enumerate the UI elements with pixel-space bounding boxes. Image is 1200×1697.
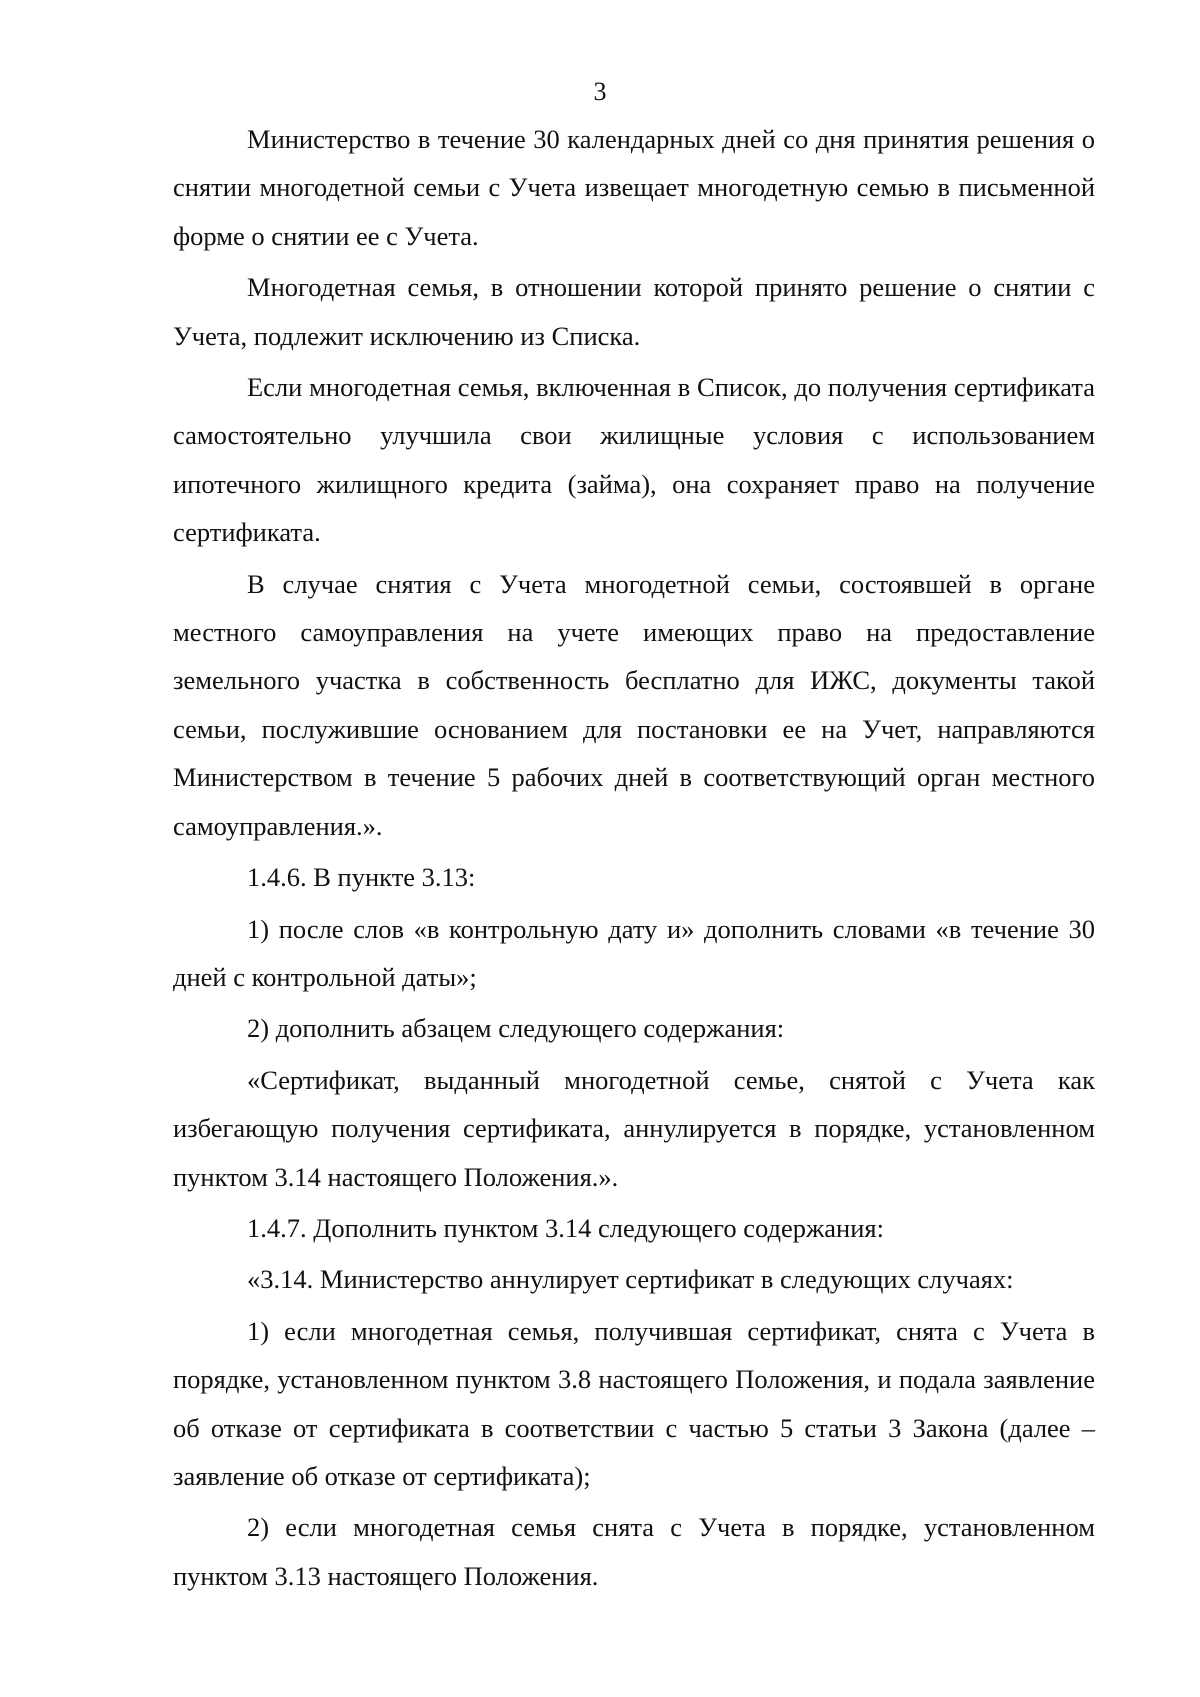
paragraph: 1.4.7. Дополнить пунктом 3.14 следующего содержания: <box>247 1212 884 1243</box>
paragraph: 1) после слов «в контрольную дату и» дополнить словами «в течение 30 дней с контрольной даты»; <box>173 913 1095 992</box>
document-body <box>173 115 1095 1600</box>
paragraph: 2) если многодетная семья снята с Учета в порядке, установленном пунктом 3.13 настоящего Положения. <box>173 1512 1095 1591</box>
paragraph: 1.4.6. В пункте 3.13: <box>247 862 476 893</box>
paragraph: В случае снятия с Учета многодетной семьи, состоявшей в органе местного самоуправления на учете имеющих право на предоставление земельного участка в собственность бесплатно для ИЖС, документы такой семьи, послужившие основанием для постановки ее на Учет, направляются Министерством в течение 5 рабочих дней в соответствующий орган местного самоуправления.». <box>173 568 1095 841</box>
paragraph: 1) если многодетная семья, получившая сертификат, снята с Учета в порядке, установленном пунктом 3.8 настоящего Положения, и подала заявление об отказе от сертификата в соответствии с частью 5 статьи 3 Закона (далее – заявление об отказе от сертификата); <box>173 1315 1095 1491</box>
paragraph: Если многодетная семья, включенная в Список, до получения сертификата самостоятельно улучшила свои жилищные условия с использованием ипотечного жилищного кредита (займа), она сохраняет право на получение сертификата. <box>173 372 1095 548</box>
paragraph: Многодетная семья, в отношении которой принято решение о снятии с Учета, подлежит исключению из Списка. <box>173 272 1095 351</box>
paragraph: «Сертификат, выданный многодетной семье, снятой с Учета как избегающую получения сертификата, аннулируется в порядке, установленном пунктом 3.14 настоящего Положения.». <box>173 1064 1095 1192</box>
paragraph: «3.14. Министерство аннулирует сертификат в следующих случаях: <box>247 1264 1014 1295</box>
page-number: 3 <box>593 77 607 106</box>
paragraph: Министерство в течение 30 календарных дней со дня принятия решения о снятии многодетной семьи с Учета извещает многодетную семью в письменной форме о снятии ее с Учета. <box>173 124 1095 251</box>
paragraph: 2) дополнить абзацем следующего содержания: <box>247 1013 785 1044</box>
